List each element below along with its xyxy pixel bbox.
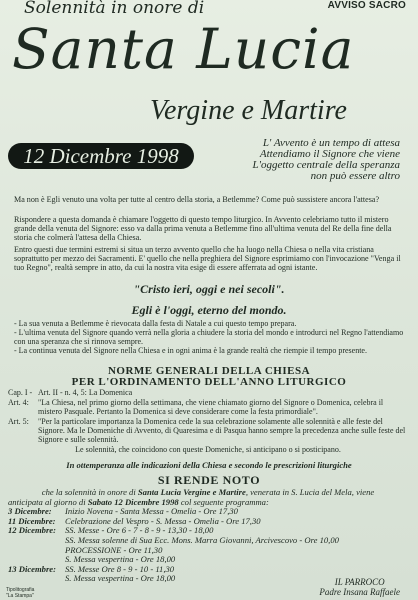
notice-text: col seguente programma:	[178, 496, 269, 507]
schedule-event: S. Messa vespertina - Ore 18,00	[65, 573, 176, 584]
printer-line: "La Stampa"	[6, 593, 34, 599]
advent-line: Attendiamo il Signore che viene	[259, 148, 400, 160]
schedule-event: SS. Messe Ore 8 - 9 - 10 - 11,30	[65, 563, 175, 574]
advent-bullets	[14, 319, 407, 355]
egli-motto: Egli è l'oggi, eterno del mondo.	[131, 303, 287, 317]
program-schedule	[8, 488, 408, 584]
article-label: Art. 4:	[8, 398, 29, 407]
schedule-day: 12 Dicembre:	[8, 525, 56, 536]
schedule-event: S. Messa vespertina - Ore 18,00	[65, 554, 176, 565]
norme-line: NORME GENERALI DELLA CHIESA	[107, 365, 311, 377]
intro-paragraph: Rispondere a questa domanda è chiamare l'oggetto di questo tempo liturgico. In Avvento celebriamo tutto il mistero grande della venuta del Signore: esso va dalla prima venuta a Betlemme fino all'ultima venuta del Re della fine della storia che colmerà l'attesa della Chiesa.	[14, 215, 392, 242]
date-text: 12 Dicembre 1998	[23, 143, 179, 168]
schedule-event: SS. Messa solenne di Sua Ecc. Mons. Marra Giovanni, Arcivescovo - Ore 10,00	[65, 534, 339, 545]
schedule-event: SS. Messe - Ore 6 - 7 - 8 - 9 - 13,30 - 18,00	[65, 525, 214, 536]
advent-quote	[210, 138, 400, 182]
parroco-title: IL PARROCO	[334, 577, 385, 587]
article-item	[8, 417, 408, 444]
bullet-item: - La continua venuta del Signore nella Chiesa e in ogni anima è la grande realtà che riempie il tempo presente.	[14, 346, 367, 355]
schedule-event: PROCESSIONE - Ore 11,30	[65, 544, 163, 555]
avviso-sacro-label: AVVISO SACRO	[327, 0, 406, 11]
article-label: Cap. I -	[8, 388, 33, 397]
norme-heading	[0, 366, 418, 388]
intro-paragraph: Ma non è Egli venuto una volta per tutte al centro della storia, a Betlemme? Come può sussistere ancora l'attesa?	[14, 195, 380, 204]
solennita-heading: Solennità in onore di	[24, 0, 205, 18]
article-item	[8, 445, 408, 454]
schedule-event: Inizio Novena - Santa Messa - Omelia - Ore 17,30	[65, 506, 238, 517]
ottemperanza-line: In ottemperanza alle indicazioni della Chiesa e secondo le prescrizioni liturgiche	[66, 460, 352, 470]
advent-line: L' Avvento è un tempo di attesa	[262, 137, 400, 149]
article-label: Art. 5:	[8, 417, 29, 426]
article-text: Art. II - n. 4, 5: La Domenica	[38, 388, 133, 397]
intro-paragraph: Entro questi due termini estremi si situa un terzo avvento quello che ha luogo nella Chiesa o nella vita cristiana soprattutto per mezzo dei Sacramenti. E' quello che nella preghiera del Signore esprimiamo con l'invocazione "Venga il tuo Regno", realtà sempre in atto, da cui la nostra vita esige di essere afferrata ad ogni istante.	[14, 245, 401, 272]
rende-noto-heading: SI RENDE NOTO	[157, 473, 261, 487]
schedule-day: 13 Dicembre:	[8, 563, 56, 574]
schedule-event: Celebrazione del Vespro - S. Messa - Omelia - Ore 17,30	[65, 515, 261, 526]
articles-list	[8, 388, 408, 455]
schedule-day: 11 Dicembre:	[8, 515, 56, 526]
article-item	[8, 398, 408, 416]
page-subtitle: Vergine e Martire	[150, 95, 347, 126]
article-text: "La Chiesa, nel primo giorno della settimana, che viene chiamato giorno del Signore o Domenica, celebra il mistero Pasquale. Pertanto la Domenica si deve considerare come la festa primordiale".	[38, 398, 384, 416]
parroco-name: Padre Insana Raffaele	[319, 587, 400, 597]
printer-credit	[6, 587, 34, 599]
schedule-day: 3 Dicembre:	[8, 506, 52, 517]
bullet-item: - La sua venuta a Betlemme è rievocata dalla festa di Natale a cui questo tempo prepara.	[14, 319, 297, 328]
article-item	[8, 388, 408, 397]
notice-text: , venerata in S. Lucia del Mela, viene	[245, 487, 375, 497]
date-badge	[8, 143, 194, 169]
bullet-item: - L'ultima venuta del Signore quando verrà nella gloria a chiudere la storia del mondo e introdurci nel Regno l'attendiamo con una speranza che si rinnova sempre.	[14, 328, 404, 346]
notice-bold: Santa Lucia Vergine e Martire	[137, 487, 246, 497]
page-title: Santa Lucia	[12, 17, 355, 81]
signature-block	[319, 577, 400, 597]
article-text: "Per la particolare importanza la Domenica cede la sua celebrazione solamente alle solennità e alle feste del Signore. Ma le Domeniche di Avvento, di Quaresima e di Pasqua hanno sempre la precedenza anche sulle feste del Signore e sulle solennità.	[38, 417, 406, 444]
printer-line: Tipolitografia	[6, 587, 35, 593]
article-text: Le solennità, che coincidono con queste Domeniche, si anticipano o si posticipano.	[75, 445, 341, 454]
notice-bold: Sabato 12 Dicembre 1998	[87, 496, 179, 507]
advent-line: L'oggetto centrale della speranza	[252, 159, 400, 171]
notice-text: che la solennità in onore di	[41, 487, 138, 497]
notice-text: anticipata al giorno di	[8, 496, 88, 507]
advent-line: non può essere altro	[310, 170, 400, 182]
norme-line: PER L'ORDINAMENTO DELL'ANNO LITURGICO	[71, 376, 347, 388]
cristo-motto: "Cristo ieri, oggi e nei secoli".	[133, 282, 285, 296]
